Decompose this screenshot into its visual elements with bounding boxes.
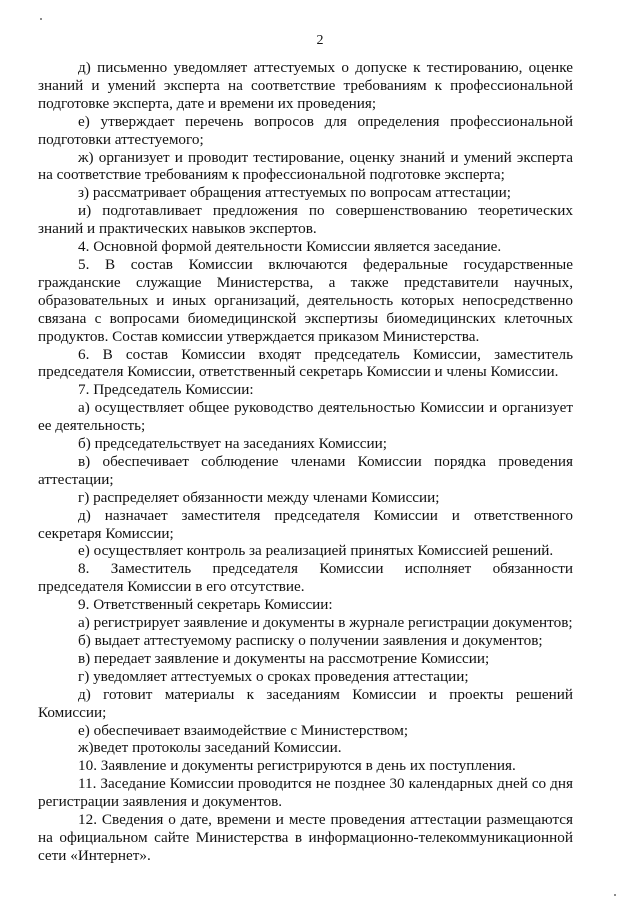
paragraph: 7. Председатель Комиссии:	[78, 381, 254, 399]
scan-speck	[40, 18, 42, 20]
paragraph: е) утверждает перечень вопросов для определения профессиональной подготовки аттестуемого;	[38, 112, 573, 148]
paragraph: 9. Ответственный секретарь Комиссии:	[78, 596, 333, 614]
paragraph: 5. В состав Комиссии включаются федеральные государственные гражданские служащие Министерства, а также представители научных, образовательных и иных организаций, деятельность которых непосредственно связана с вопросами биомедицинской экспертизы биомедицинских клеточных продуктов. Состав комиссии утверждается приказом Министерства.	[38, 255, 573, 345]
paragraph: е) осуществляет контроль за реализацией принятых Комиссией решений.	[78, 542, 554, 560]
document-body	[38, 59, 573, 865]
paragraph: г) уведомляет аттестуемых о сроках проведения аттестации;	[78, 667, 469, 685]
paragraph: д) готовит материалы к заседаниям Комиссии и проекты решений Комиссии;	[38, 685, 573, 721]
paragraph: и) подготавливает предложения по совершенствованию теоретических знаний и практических навыков экспертов.	[38, 202, 573, 238]
paragraph: ж) организует и проводит тестирование, оценку знаний и умений эксперта на соответствие требованиям к профессиональной подготовке эксперта;	[38, 148, 573, 184]
paragraph: 4. Основной формой деятельности Комиссии является заседание.	[78, 238, 502, 256]
paragraph: 8. Заместитель председателя Комиссии исполняет обязанности председателя Комиссии в его отсутствие.	[38, 560, 573, 596]
paragraph: д) назначает заместителя председателя Комиссии и ответственного секретаря Комиссии;	[38, 506, 573, 542]
paragraph: д) письменно уведомляет аттестуемых о допуске к тестированию, оценке знаний и умений эксперта на соответствие требованиям к профессиональной подготовке эксперта, дате и времени их проведения;	[38, 59, 573, 112]
paragraph: в) обеспечивает соблюдение членами Комиссии порядка проведения аттестации;	[38, 452, 573, 488]
paragraph: 11. Заседание Комиссии проводится не позднее 30 календарных дней со дня регистрации заявления и документов.	[38, 775, 573, 811]
paragraph: в) передает заявление и документы на рассмотрение Комиссии;	[78, 649, 490, 667]
paragraph: а) осуществляет общее руководство деятельностью Комиссии и организует ее деятельность;	[38, 399, 573, 435]
page-number: 2	[316, 33, 324, 48]
paragraph: а) регистрирует заявление и документы в журнале регистрации документов;	[78, 614, 573, 632]
paragraph: з) рассматривает обращения аттестуемых по вопросам аттестации;	[78, 184, 511, 202]
scan-speck	[614, 894, 616, 896]
paragraph: ж)ведет протоколы заседаний Комиссии.	[78, 739, 342, 757]
paragraph: 6. В состав Комиссии входят председатель Комиссии, заместитель председателя Комиссии, ответственный секретарь Комиссии и члены Комиссии.	[38, 345, 573, 381]
paragraph: б) председательствует на заседаниях Комиссии;	[78, 435, 387, 453]
paragraph: 12. Сведения о дате, времени и месте проведения аттестации размещаются на официальном сайте Министерства в информационно-телекоммуникационной сети «Интернет».	[38, 811, 573, 864]
paragraph: 10. Заявление и документы регистрируются в день их поступления.	[78, 757, 516, 775]
paragraph: б) выдает аттестуемому расписку о получении заявления и документов;	[78, 632, 543, 649]
paragraph: г) распределяет обязанности между членами Комиссии;	[78, 488, 440, 506]
paragraph: е) обеспечивает взаимодействие с Министерством;	[78, 721, 409, 739]
